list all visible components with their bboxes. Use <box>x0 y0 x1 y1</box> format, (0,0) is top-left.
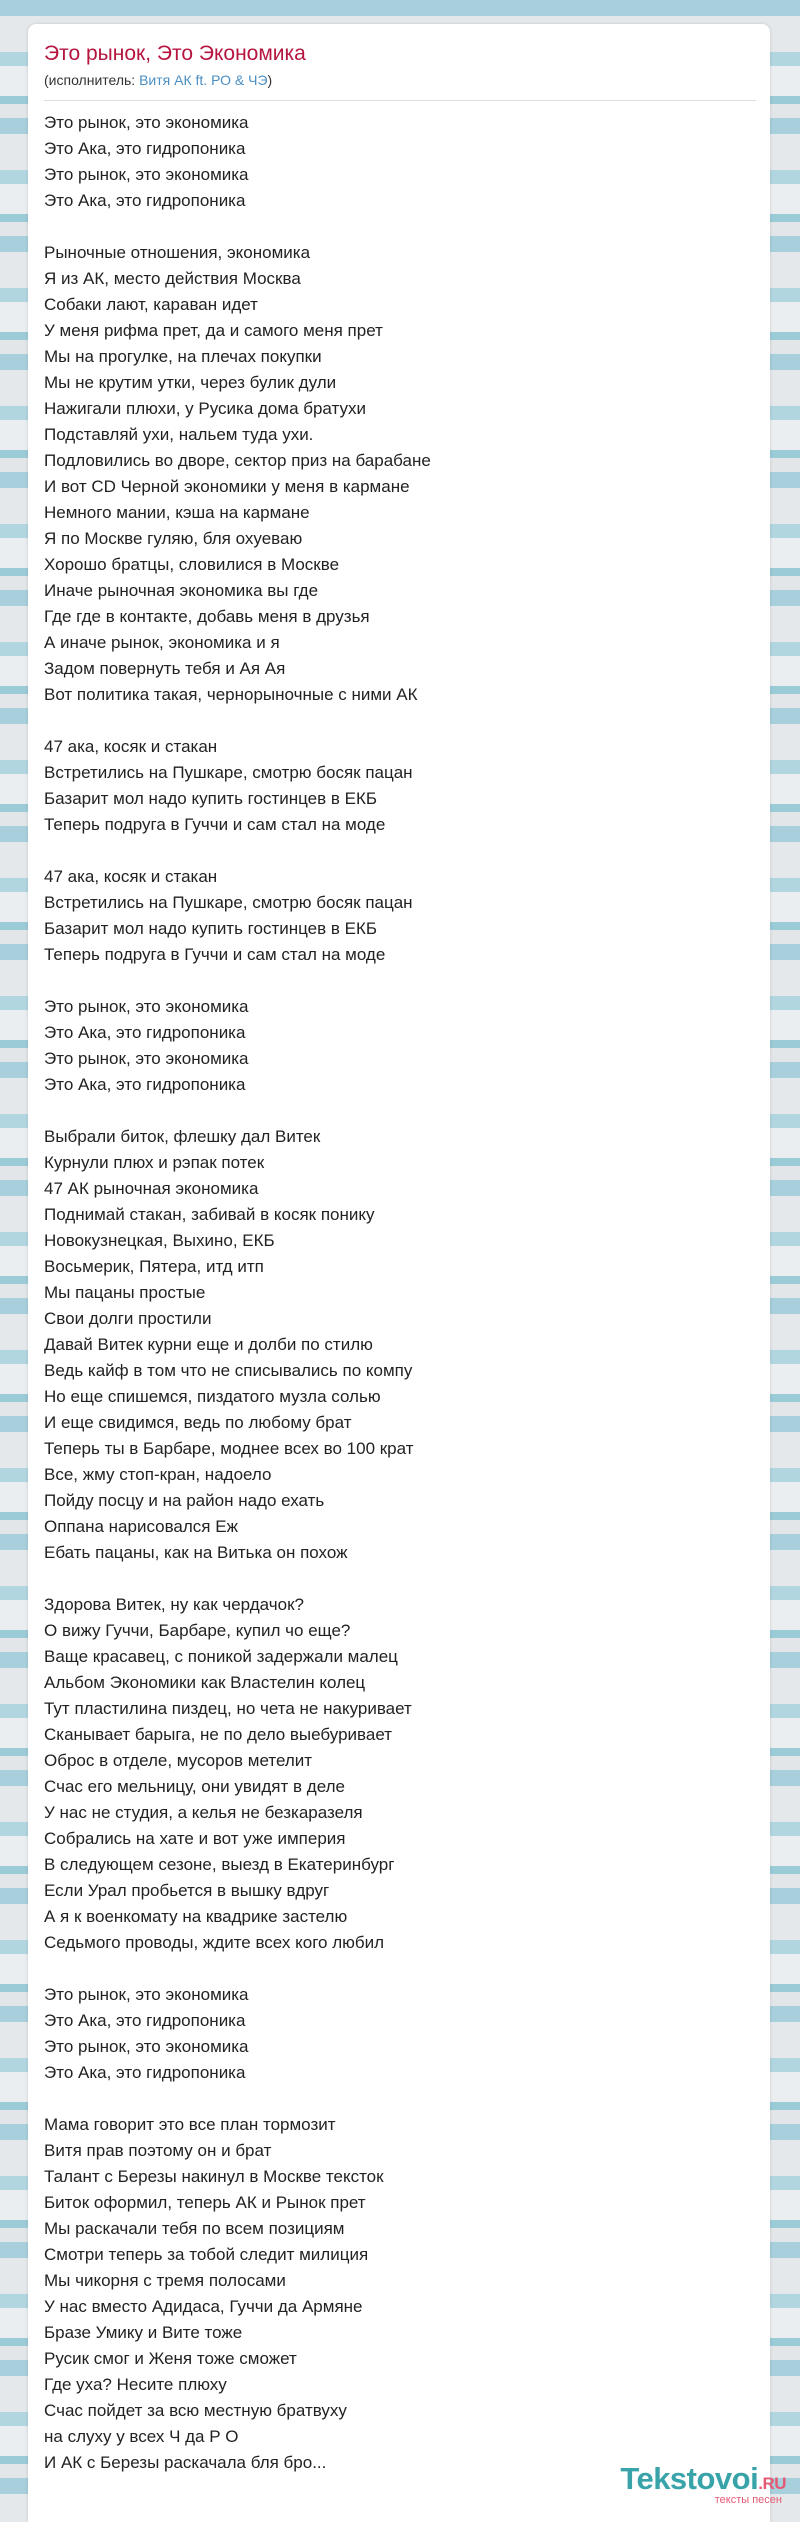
lyric-line: Биток оформил, теперь АК и Рынок прет <box>44 2193 366 2212</box>
lyric-line: Иначе рыночная экономика вы где <box>44 581 319 600</box>
lyric-line: Седьмого проводы, ждите всех кого любил <box>44 1933 385 1952</box>
lyrics-card <box>28 24 770 2522</box>
lyric-line: Смотри теперь за тобой следит милиция <box>44 2245 369 2264</box>
lyric-line: В следующем сезоне, выезд в Екатеринбург <box>44 1855 395 1874</box>
lyric-line: Мы чикорня с тремя полосами <box>44 2271 286 2290</box>
lyric-line: Новокузнецкая, Выхино, ЕКБ <box>44 1231 275 1250</box>
song-title: Это рынок, Это Экономика <box>44 42 306 65</box>
lyric-line: А я к военкомату на квадрике застелю <box>44 1907 348 1926</box>
lyric-line: Собаки лают, караван идет <box>44 295 258 314</box>
lyric-line: Восьмерик, Пятера, итд итп <box>44 1257 264 1276</box>
lyric-line: 47 ака, косяк и стакан <box>44 867 218 886</box>
lyric-line: Я из АК, место действия Москва <box>44 269 301 288</box>
lyric-line: Это Ака, это гидропоника <box>44 2063 246 2082</box>
lyric-line: Теперь подруга в Гуччи и сам стал на моде <box>44 815 386 834</box>
stanza-gap <box>44 2086 744 2112</box>
lyric-line: Пойду посцу и на район надо ехать <box>44 1491 325 1510</box>
lyric-line: Подловились во дворе, сектор приз на барабане <box>44 451 431 470</box>
lyric-line: Оппана нарисовался Еж <box>44 1517 238 1536</box>
lyric-line: Сканывает барыга, не по делo выебуривает <box>44 1725 393 1744</box>
lyric-line: Тут пластилина пиздец, но чета не накуривает <box>44 1699 412 1718</box>
artist-suffix: ) <box>267 72 273 88</box>
lyric-line: Это Ака, это гидропоника <box>44 139 246 158</box>
lyric-line: Это Ака, это гидропоника <box>44 1075 246 1094</box>
lyric-line: Хорошо братцы, словилися в Москве <box>44 555 340 574</box>
lyric-line: Мы на прогулке, на плечах покупки <box>44 347 322 366</box>
lyric-line: Это рынок, это экономика <box>44 1049 249 1068</box>
lyric-line: Встретились на Пушкаре, смотрю босяк пацан <box>44 893 413 912</box>
lyric-line: Теперь подруга в Гуччи и сам стал на моде <box>44 945 386 964</box>
stanza-gap <box>44 838 744 864</box>
lyric-line: Поднимай стакан, забивай в косяк понику <box>44 1205 375 1224</box>
lyric-line: У нас вместо Адидаса, Гуччи да Армяне <box>44 2297 363 2316</box>
lyric-line: 47 ака, косяк и стакан <box>44 737 218 756</box>
stanza-gap <box>44 1098 744 1124</box>
lyric-line: Это рынок, это экономика <box>44 2037 249 2056</box>
lyric-line: Подставляй ухи, нальем туда ухи. <box>44 425 314 444</box>
stanza-gap <box>44 214 744 240</box>
lyric-line: Базарит мол надо купить гостинцев в ЕКБ <box>44 789 378 808</box>
lyric-line: Это рынок, это экономика <box>44 113 249 132</box>
lyric-line: Альбом Экономики как Властелин колец <box>44 1673 366 1692</box>
lyric-line: Свои долги простили <box>44 1309 212 1328</box>
artist-line <box>44 72 272 88</box>
lyric-line: Бразе Умику и Вите тоже <box>44 2323 243 2342</box>
lyric-line: Мы пацаны простые <box>44 1283 206 1302</box>
lyric-line: Ведь кайф в том что не списывались по компу <box>44 1361 413 1380</box>
lyric-line: Базарит мол надо купить гостинцев в ЕКБ <box>44 919 378 938</box>
lyric-line: Ебать пацаны, как на Витька он похож <box>44 1543 348 1562</box>
lyric-line: Это Ака, это гидропоника <box>44 2011 246 2030</box>
lyric-line: У меня рифма прет, да и самого меня прет <box>44 321 383 340</box>
lyric-line: Я по Москве гуляю, бля охуеваю <box>44 529 303 548</box>
lyric-line: Мы не крутим утки, через булик дули <box>44 373 337 392</box>
lyric-line: Все, жму стоп-кран, надоело <box>44 1465 272 1484</box>
logo-tld: .RU <box>758 2474 786 2493</box>
lyric-line: Это рынок, это экономика <box>44 165 249 184</box>
lyric-line: Это Ака, это гидропоника <box>44 191 246 210</box>
logo-wordmark <box>620 2461 786 2497</box>
lyric-line: И АК с Березы раскачала бля бро... <box>44 2453 327 2472</box>
lyric-line: Мама говорит это все план тормозит <box>44 2115 336 2134</box>
lyric-line: Русик смог и Женя тоже сможет <box>44 2349 297 2368</box>
artist-prefix: (исполнитель: <box>44 72 140 88</box>
lyric-line: А иначе рынок, экономика и я <box>44 633 280 652</box>
lyric-line: У нас не студия, а келья не безкаразеля <box>44 1803 363 1822</box>
logo-name: Tekstovoi <box>620 2461 759 2496</box>
lyric-line: Это рынок, это экономика <box>44 1985 249 2004</box>
lyric-line: Мы раскачали тебя по всем позициям <box>44 2219 345 2238</box>
lyric-line: 47 АК рыночная экономика <box>44 1179 259 1198</box>
lyric-line: Витя прав поэтому он и брат <box>44 2141 272 2160</box>
lyric-line: Талант с Березы накинул в Москве тексток <box>44 2167 384 2186</box>
divider <box>44 100 756 101</box>
lyric-line: Оброс в отделе, мусоров метелит <box>44 1751 313 1770</box>
lyric-line: Задом повернуть тебя и Ая Ая <box>44 659 286 678</box>
stanza-gap <box>44 1566 744 1592</box>
lyric-line: Счас пойдет за всю местную братвуху <box>44 2401 347 2420</box>
lyric-line: Собрались на хате и вот уже империя <box>44 1829 346 1848</box>
lyric-line: Здорова Витек, ну как чердачок? <box>44 1595 304 1614</box>
lyric-line: И еще свидимся, ведь по любому брат <box>44 1413 352 1432</box>
site-logo[interactable] <box>620 2461 786 2506</box>
lyric-line: на слуху у всех Ч да Р О <box>44 2427 239 2446</box>
lyric-line: Давай Витек курни еще и долби по стилю <box>44 1335 373 1354</box>
lyric-line: Выбрали биток, флешку дал Витек <box>44 1127 321 1146</box>
lyric-line: Если Урал пробьется в вышку вдруг <box>44 1881 330 1900</box>
stanza-gap <box>44 1956 744 1982</box>
logo-tagline: тексты песен <box>714 2494 782 2506</box>
lyric-line: Но еще спишемся, пиздатого музла солью <box>44 1387 381 1406</box>
lyric-line: Вот политика такая, чернорыночные с ними АК <box>44 685 418 704</box>
lyric-line: Немного мании, кэша на кармане <box>44 503 310 522</box>
lyric-line: Нажигали плюхи, у Русика дома братухи <box>44 399 366 418</box>
lyric-line: Встретились на Пушкаре, смотрю босяк пацан <box>44 763 413 782</box>
lyric-line: И вот CD Черной экономики у меня в кармане <box>44 477 410 496</box>
lyric-line: Это рынок, это экономика <box>44 997 249 1016</box>
stanza-gap <box>44 708 744 734</box>
stanza-gap <box>44 968 744 994</box>
lyric-line: Это Ака, это гидропоника <box>44 1023 246 1042</box>
lyric-line: Где где в контакте, добавь меня в друзья <box>44 607 370 626</box>
lyric-line: Рыночные отношения, экономика <box>44 243 311 262</box>
lyric-line: Где уха? Несите плюху <box>44 2375 227 2394</box>
lyric-line: Курнули плюх и рэпак потек <box>44 1153 265 1172</box>
artist-link[interactable]: Витя АК ft. РО & ЧЭ <box>139 72 268 88</box>
lyric-line: Теперь ты в Барбаре, моднее всех во 100 крат <box>44 1439 414 1458</box>
lyric-line: Ваще красавец, с поникой задержали малец <box>44 1647 398 1666</box>
lyrics-body <box>44 110 744 2476</box>
lyric-line: О вижу Гуччи, Барбаре, купил чо еще? <box>44 1621 351 1640</box>
lyric-line: Счас его мельницу, они увидят в деле <box>44 1777 345 1796</box>
